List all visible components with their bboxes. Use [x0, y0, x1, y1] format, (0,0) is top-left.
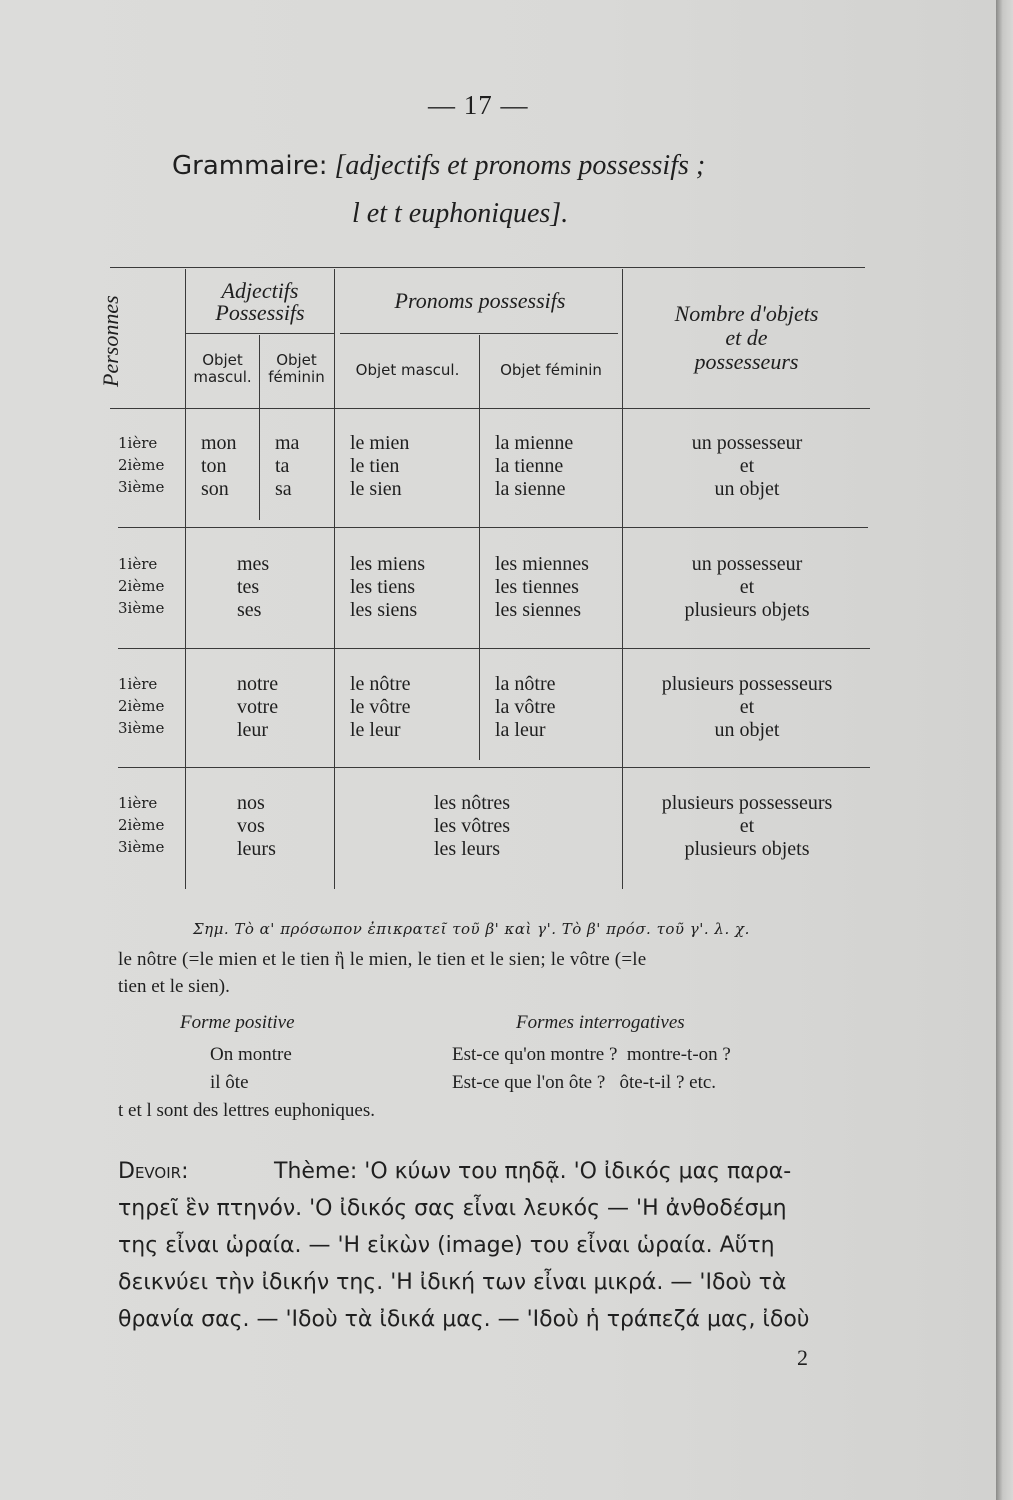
signature-mark: 2	[797, 1345, 808, 1370]
note-line3: tien et le sien).	[118, 976, 230, 997]
euphonic-note: t et l sont des lettres euphoniques.	[118, 1100, 375, 1121]
header-nombre: Nombre d'objets et de possesseurs	[674, 301, 819, 374]
devoir-line-4: δεικνύει τὴν ἰδικήν της. 'Η ἰδική των εἶναι μικρά. — 'Ιδοὺ τὰ	[118, 1270, 787, 1295]
title-label: Grammaire:	[172, 151, 328, 181]
page-number: — 17 —	[428, 90, 529, 120]
header-adj-fem: Objet féminin	[268, 351, 325, 386]
group3-pron-fem: la nôtre la vôtre la leur	[495, 673, 556, 741]
header-adjectifs: Adjectifs Possessifs	[215, 278, 305, 325]
group3-nombre: plusieurs possesseurs et un objet	[661, 673, 833, 741]
header-pron-fem: Objet féminin	[500, 361, 602, 379]
header-adj-masc: Objet mascul.	[193, 351, 252, 386]
group4-nombre: plusieurs possesseurs et plusieurs objets	[661, 792, 833, 860]
group1-pron-fem: la mienne la tienne la sienne	[495, 432, 574, 500]
group3-pron-masc: le nôtre le vôtre le leur	[350, 673, 411, 741]
note-line2: le nôtre (=le mien et le tien ἢ le mien, le tien et le sien; le vôtre (=le	[118, 949, 647, 970]
forms-positive-header: Forme positive	[180, 1012, 295, 1033]
note-greek: Σημ. Τὸ α' πρόσωπον ἐπικρατεῖ τοῦ β' καὶ γ'. Τὸ β' πρόσ. τοῦ γ'. λ. χ.	[193, 920, 750, 938]
forms-positive-2: il ôte	[210, 1072, 249, 1093]
header-personnes: Personnes	[98, 295, 123, 387]
group4-pron: les nôtres les vôtres les leurs	[434, 792, 511, 860]
group1-pron-masc: le mien le tien le sien	[350, 432, 410, 500]
header-pron-masc: Objet mascul.	[355, 361, 460, 379]
group3-adj: notre votre leur	[237, 673, 279, 741]
group2-pron-fem: les miennes les tiennes les siennes	[495, 553, 589, 621]
devoir-line-5: θρανία σας. — 'Ιδοὺ τὰ ἰδικά μας. — 'Ιδοὺ ἡ τράπεζά μας, ἰδοὺ	[118, 1307, 810, 1332]
group1-nombre: un possesseur et un objet	[691, 432, 803, 500]
devoir-label: Devoir:	[118, 1159, 189, 1184]
group1-adj-masc: mon ton son	[201, 432, 237, 500]
page-edge	[996, 0, 1013, 1500]
devoir-line-1: Thème: 'Ο κύων του πηδᾷ. 'Ο ἰδικός μας παρα-	[274, 1159, 792, 1184]
group2-persons: 1ière 2ième 3ième	[118, 555, 165, 617]
group4-persons: 1ière 2ième 3ième	[118, 794, 165, 856]
group2-nombre: un possesseur et plusieurs objets	[684, 553, 810, 621]
forms-interrogative-2: Est-ce que l'on ôte ? ôte-t-il ? etc.	[452, 1072, 717, 1093]
group1-adj-fem: ma ta sa	[275, 432, 300, 500]
group2-adj: mes tes ses	[237, 553, 270, 621]
group1-persons: 1ière 2ième 3ième	[118, 434, 165, 496]
forms-positive-1: On montre	[210, 1044, 292, 1065]
forms-interrogative-1: Est-ce qu'on montre ? montre-t-on ?	[452, 1044, 731, 1065]
title-topic-line2: l et t euphoniques].	[352, 198, 569, 229]
devoir-line-3: της εἶναι ὡραία. — 'Η εἰκὼν (image) του εἶναι ὡραία. Αὕτη	[118, 1233, 775, 1258]
title-topic-line1: [adjectifs et pronoms possessifs ;	[334, 150, 706, 181]
devoir-line-2: τηρεῖ ἓν πτηνόν. 'Ο ἰδικός σας εἶναι λευκός — 'Η ἀνθοδέσμη	[118, 1196, 787, 1221]
forms-interrogative-header: Formes interrogatives	[516, 1012, 685, 1033]
group3-persons: 1ière 2ième 3ième	[118, 675, 165, 737]
header-pronoms: Pronoms possessifs	[394, 288, 566, 313]
group4-adj: nos vos leurs	[237, 792, 276, 860]
group2-pron-masc: les miens les tiens les siens	[350, 553, 425, 621]
title	[172, 150, 705, 182]
